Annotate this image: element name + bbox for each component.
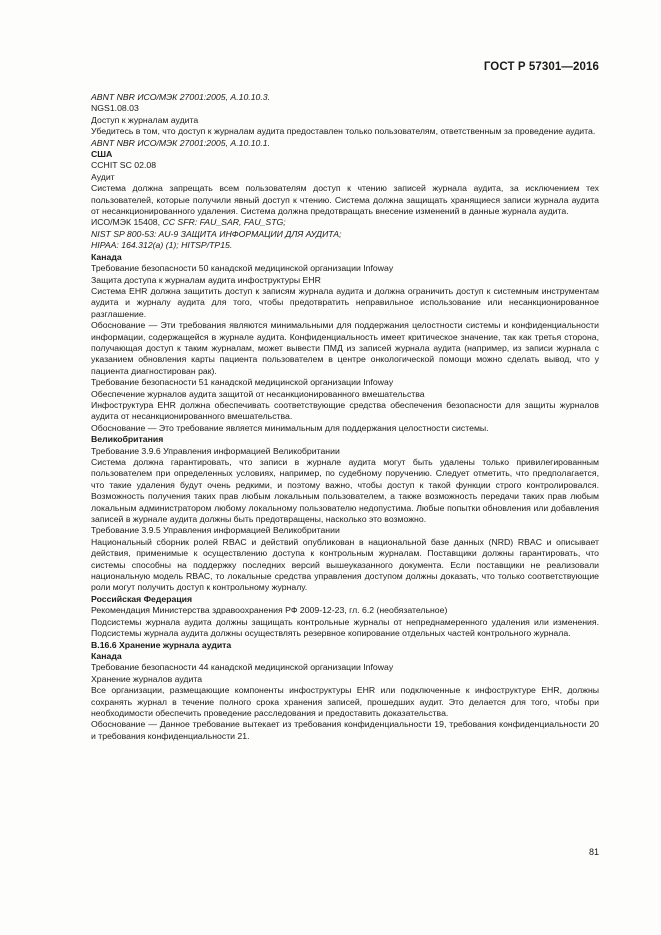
- paragraph: Рекомендация Министерства здравоохранения РФ 2009-12-23, гл. 6.2 (необязательное): [91, 605, 448, 616]
- paragraph: HIPAA: 164.312(a) (1); HITSP/TP15.: [91, 240, 233, 251]
- paragraph: Требование безопасности 44 канадской медицинской организации Infoway: [91, 662, 394, 673]
- section-heading: Канада: [91, 650, 122, 661]
- paragraph: Обоснование — Эти требования являются минимальными для поддержания целостности системы и конфиденциальности информации, содержащейся в журнале аудита. Конфиденциальность имеет критическое значение, так как третья сторона, получающая доступ к таким журналам, может вывести ПМД из записей журнала аудита (например, из записи журнала с указанием обновления карты пациента пользователем в центре онкологической помощи можно сделать вывод, что у пациента диагностирован рак).: [91, 320, 599, 376]
- page-body: [91, 92, 599, 742]
- paragraph: Все организации, размещающие компоненты инфоструктуры EHR или подключенные к инфоструктуре EHR, должны сохранять журнал в течение полного срока хранения записей, прошедших аудит. Это делается для того, чтобы при необходимости обеспечить проведение расследования и предоставить доказательства.: [91, 685, 599, 718]
- paragraph: [91, 217, 599, 228]
- paragraph: Система EHR должна защитить доступ к записям журнала аудита и должна ограничить доступ к системным инструментам аудита и журналу аудита для того, чтобы предотвратить неправильное использование или несанкционированное разглашение.: [91, 285, 599, 319]
- standard-number-header: ГОСТ Р 57301—2016: [483, 61, 599, 73]
- paragraph: Обоснование — Данное требование вытекает из требования конфиденциальности 19, требования конфиденциальности 20 и требования конфиденциальности 21.: [91, 719, 599, 741]
- page-number: 81: [588, 847, 599, 857]
- section-heading: В.16.6 Хранение журнала аудита: [91, 639, 232, 650]
- paragraph: Доступ к журналам аудита: [91, 114, 199, 125]
- text-run: ИСО/МЭК 15408,: [91, 217, 163, 228]
- paragraph: Требование 3.9.6 Управления информацией Великобритании: [91, 445, 340, 456]
- paragraph: Защита доступа к журналам аудита инфоструктуры EHR: [91, 274, 321, 285]
- paragraph: Аудит: [91, 171, 115, 182]
- paragraph: ABNT NBR ИСО/МЭК 27001:2005, А.10.10.1.: [91, 137, 271, 148]
- paragraph: Инфоструктура EHR должна обеспечивать соответствующие средства обеспечения безопасности для защиты журналов аудита от несанкционированного вмешательства.: [91, 399, 599, 422]
- section-heading: США: [91, 149, 113, 160]
- paragraph: Обеспечение журналов аудита защитой от несанкционированного вмешательства: [91, 388, 425, 399]
- section-heading: Российская Федерация: [91, 593, 193, 604]
- paragraph: ABNT NBR ИСО/МЭК 27001:2005, А.10.10.3.: [91, 92, 271, 102]
- paragraph: Система должна гарантировать, что записи в журнале аудита могут быть удалены только привилегированным пользователем при определенных условиях, например, по судебному поручению. Следует отметить, что предполагается, что такие удаления будут очень редкими, и поэтому важно, чтобы доступ к такой функции строго контролировался. Возможность получения таких прав любым локальным пользователем, а также возможность передачи таких прав любым локальным администратором любому локальному пользователю недопустима. Любые попытки обновления или добавления записей в журнале аудита должны быть предотвращены, насколько это возможно.: [91, 457, 599, 525]
- text-run: CC SFR: FAU_SAR, FAU_STG;: [162, 217, 286, 228]
- paragraph: Подсистемы журнала аудита должны защищать контрольные журналы от непреднамеренного удаления или изменения. Подсистемы журнала аудита должны осуществлять резервное копирование отдельных частей контрольного журнала.: [91, 616, 599, 639]
- paragraph: Хранение журналов аудита: [91, 673, 203, 684]
- paragraph: Требование 3.9.5 Управления информацией Великобритании: [91, 525, 340, 536]
- paragraph: Система должна запрещать всем пользователям доступ к чтению записей журнала аудита, за исключением тех пользователей, которые получили явный доступ к чтению. Система должна защищать хранящиеся записи журнала аудита от несанкционированного удаления. Система должна предотвращать внесение изменений в данные журнала аудита.: [91, 183, 599, 217]
- paragraph: Требование безопасности 50 канадской медицинской организации Infoway: [91, 263, 394, 274]
- paragraph: Национальный сборник ролей RBAC и действий опубликован в национальной базе данных (NRD) RBAC и описывает действия, применимые к осуществлению доступа к контрольным журналам. Поставщики должны гарантировать, что системы способны на поддержку последних версий вышеуказанного документа. Если поставщики не реализовали национальную модель RBAC, то локальные средства управления доступом должны доказать, что только соответствующие роли могут получить доступ к контрольному журналу.: [91, 536, 599, 593]
- paragraph: Требование безопасности 51 канадской медицинской организации Infoway: [91, 377, 394, 388]
- paragraph: NIST SP 800-53: AU-9 ЗАЩИТА ИНФОРМАЦИИ ДЛЯ АУДИТА;: [91, 228, 342, 239]
- section-heading: Канада: [91, 251, 122, 262]
- paragraph: NGS1.08.03: [91, 103, 139, 114]
- paragraph: Обоснование — Это требование является минимальным для поддержания целостности системы.: [91, 422, 489, 433]
- paragraph: Убедитесь в том, что доступ к журналам аудита предоставлен только пользователям, ответственным за проведение аудита.: [91, 126, 596, 137]
- section-heading: Великобритания: [91, 434, 164, 445]
- paragraph: CCHIT SC 02.08: [91, 160, 157, 171]
